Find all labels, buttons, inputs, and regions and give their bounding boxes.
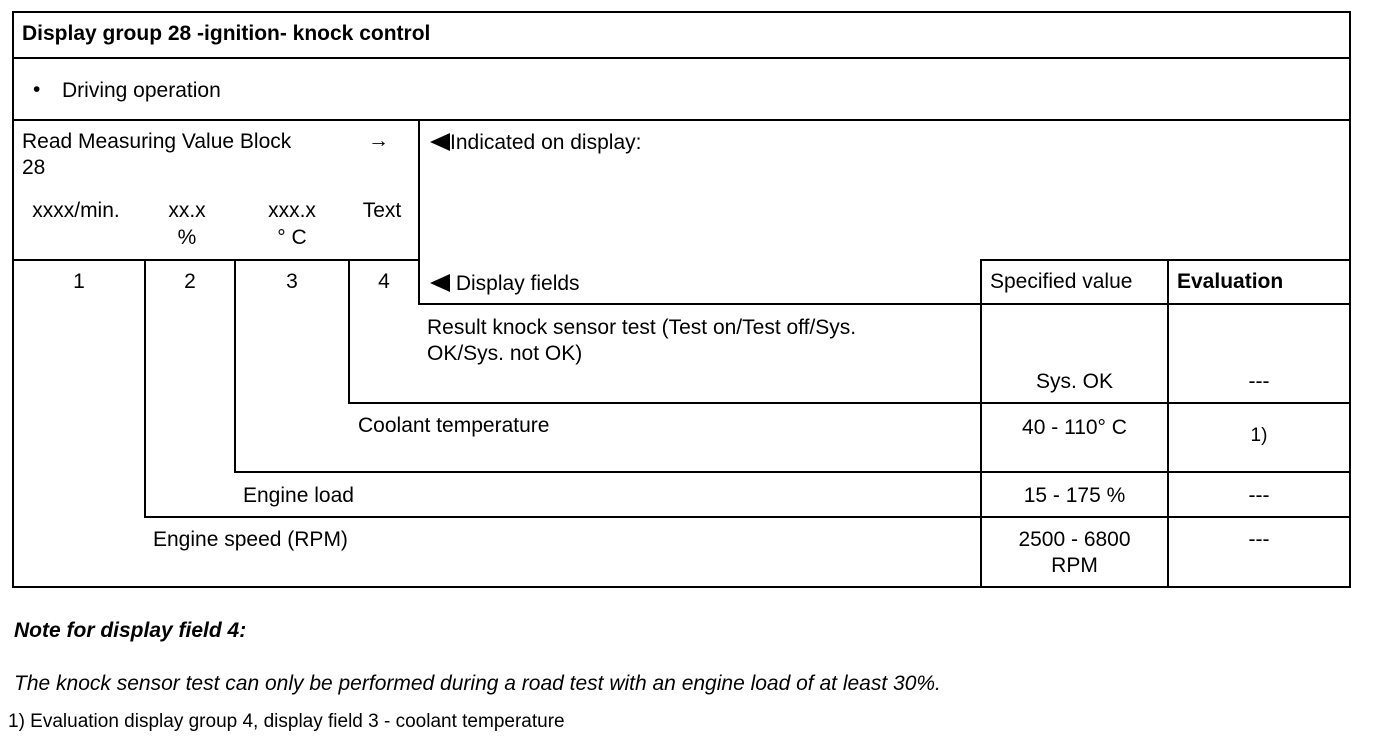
divider (144, 516, 1351, 518)
row-evaluation-4: --- (1248, 370, 1270, 393)
row-specified-4: Sys. OK (1035, 370, 1114, 393)
row-field-4-line1: Result knock sensor test (Test on/Test off/Sys. (427, 316, 857, 339)
row-specified-3: 40 - 110° C (1022, 416, 1127, 439)
row-field-3: Coolant temperature (358, 414, 550, 437)
row-evaluation-1: --- (1248, 528, 1270, 551)
display-fields-header: Display fields (455, 272, 580, 295)
field-number-1: 1 (73, 270, 85, 293)
unit-2-suffix: % (177, 226, 197, 249)
table-title: Display group 28 -ignition- knock control (22, 22, 431, 45)
bracket-line (234, 259, 236, 473)
field-number-2: 2 (184, 270, 196, 293)
condition-text: Driving operation (62, 79, 221, 102)
divider (12, 119, 1351, 121)
divider (348, 402, 1351, 404)
unit-3: xxx.x (268, 199, 316, 222)
triangle-left-icon (430, 133, 450, 151)
table-border (12, 11, 14, 588)
divider (980, 259, 1351, 261)
bullet: • (33, 78, 41, 101)
note-text: The knock sensor test can only be performed during a road test with an engine load of at least 30%. (14, 672, 941, 695)
row-evaluation-2: --- (1248, 484, 1270, 507)
read-block-number: 28 (22, 156, 46, 179)
field-number-3: 3 (286, 270, 298, 293)
table-border (1349, 11, 1351, 588)
table-border (12, 586, 1351, 588)
row-field-4-line2: OK/Sys. not OK) (427, 342, 583, 365)
bracket-line (144, 259, 146, 518)
divider (234, 471, 1351, 473)
unit-2: xx.x (168, 199, 206, 222)
field-number-4: 4 (378, 270, 390, 293)
row-specified-1-line2: RPM (1051, 554, 1098, 577)
arrow-right-icon: → (368, 129, 389, 152)
triangle-left-icon (430, 274, 450, 292)
unit-1: xxxx/min. (32, 199, 120, 222)
evaluation-header: Evaluation (1177, 270, 1284, 293)
row-evaluation-3: 1) (1250, 425, 1268, 446)
indicated-label-wrap (430, 130, 641, 156)
display-fields-header-wrap (430, 271, 580, 297)
row-specified-2: 15 - 175 % (1023, 484, 1126, 507)
row-specified-1-line1: 2500 - 6800 (1018, 528, 1131, 551)
divider (418, 119, 420, 305)
footnote: 1) Evaluation display group 4, display field 3 - coolant temperature (8, 711, 565, 732)
divider (12, 57, 1351, 59)
divider (418, 303, 1351, 305)
table-border (12, 11, 1351, 13)
unit-3-suffix: ° C (277, 226, 307, 249)
note-heading: Note for display field 4: (14, 619, 247, 642)
unit-4: Text (362, 199, 402, 222)
specified-value-header: Specified value (990, 270, 1133, 293)
read-block-label: Read Measuring Value Block (22, 130, 292, 153)
divider (12, 259, 420, 261)
bracket-line (348, 259, 350, 404)
row-field-2: Engine load (243, 484, 354, 507)
indicated-label: Indicated on display: (450, 131, 642, 154)
row-field-1: Engine speed (RPM) (153, 528, 348, 551)
